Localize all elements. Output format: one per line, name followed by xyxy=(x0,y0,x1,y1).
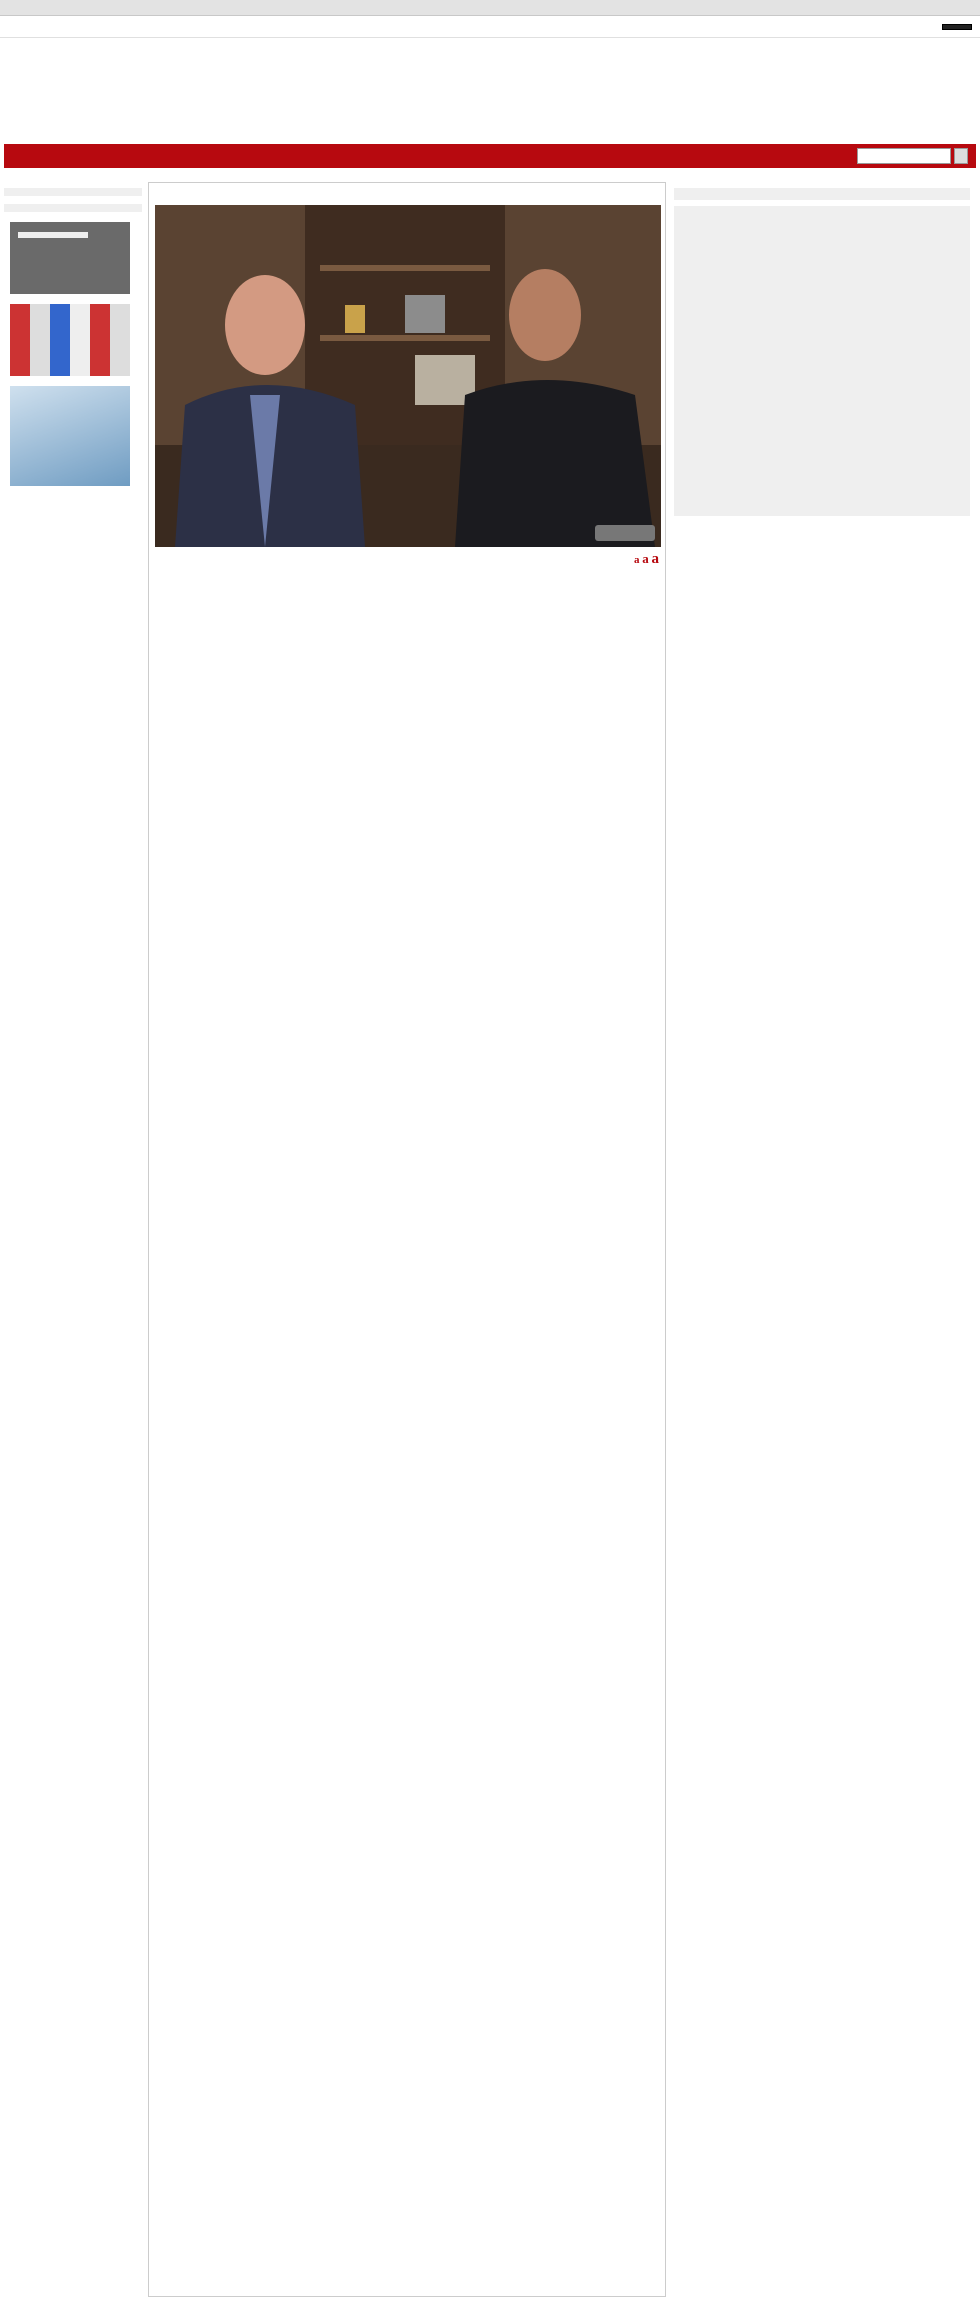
press-review-section xyxy=(4,304,142,376)
network-bar xyxy=(0,0,980,16)
right-sidebar xyxy=(674,188,970,516)
right-ad[interactable] xyxy=(674,206,970,516)
login-button[interactable] xyxy=(942,24,972,30)
main-nav xyxy=(4,144,976,168)
photo-meta xyxy=(155,551,659,568)
font-large-button[interactable]: a xyxy=(651,551,659,567)
press-thumbnail[interactable] xyxy=(10,304,130,376)
search-go-button[interactable] xyxy=(954,148,968,164)
search-input[interactable] xyxy=(857,148,951,164)
search-area xyxy=(854,144,972,168)
font-small-button[interactable]: a xyxy=(633,554,640,566)
left-sidebar xyxy=(4,188,142,496)
main-column xyxy=(148,178,666,2297)
popular-box xyxy=(674,188,970,200)
poll-section xyxy=(4,386,142,486)
article xyxy=(148,182,666,2297)
font-medium-button[interactable]: a xyxy=(642,551,649,566)
borsov-thumbnail[interactable] xyxy=(10,222,130,294)
article-photo xyxy=(155,205,661,547)
category-box xyxy=(4,188,142,196)
poll-thumbnail[interactable] xyxy=(10,386,130,486)
header xyxy=(0,47,980,139)
login-bar xyxy=(0,16,980,38)
time-box xyxy=(4,204,142,212)
borsov-section xyxy=(4,222,142,294)
banner-ad[interactable] xyxy=(252,47,976,139)
